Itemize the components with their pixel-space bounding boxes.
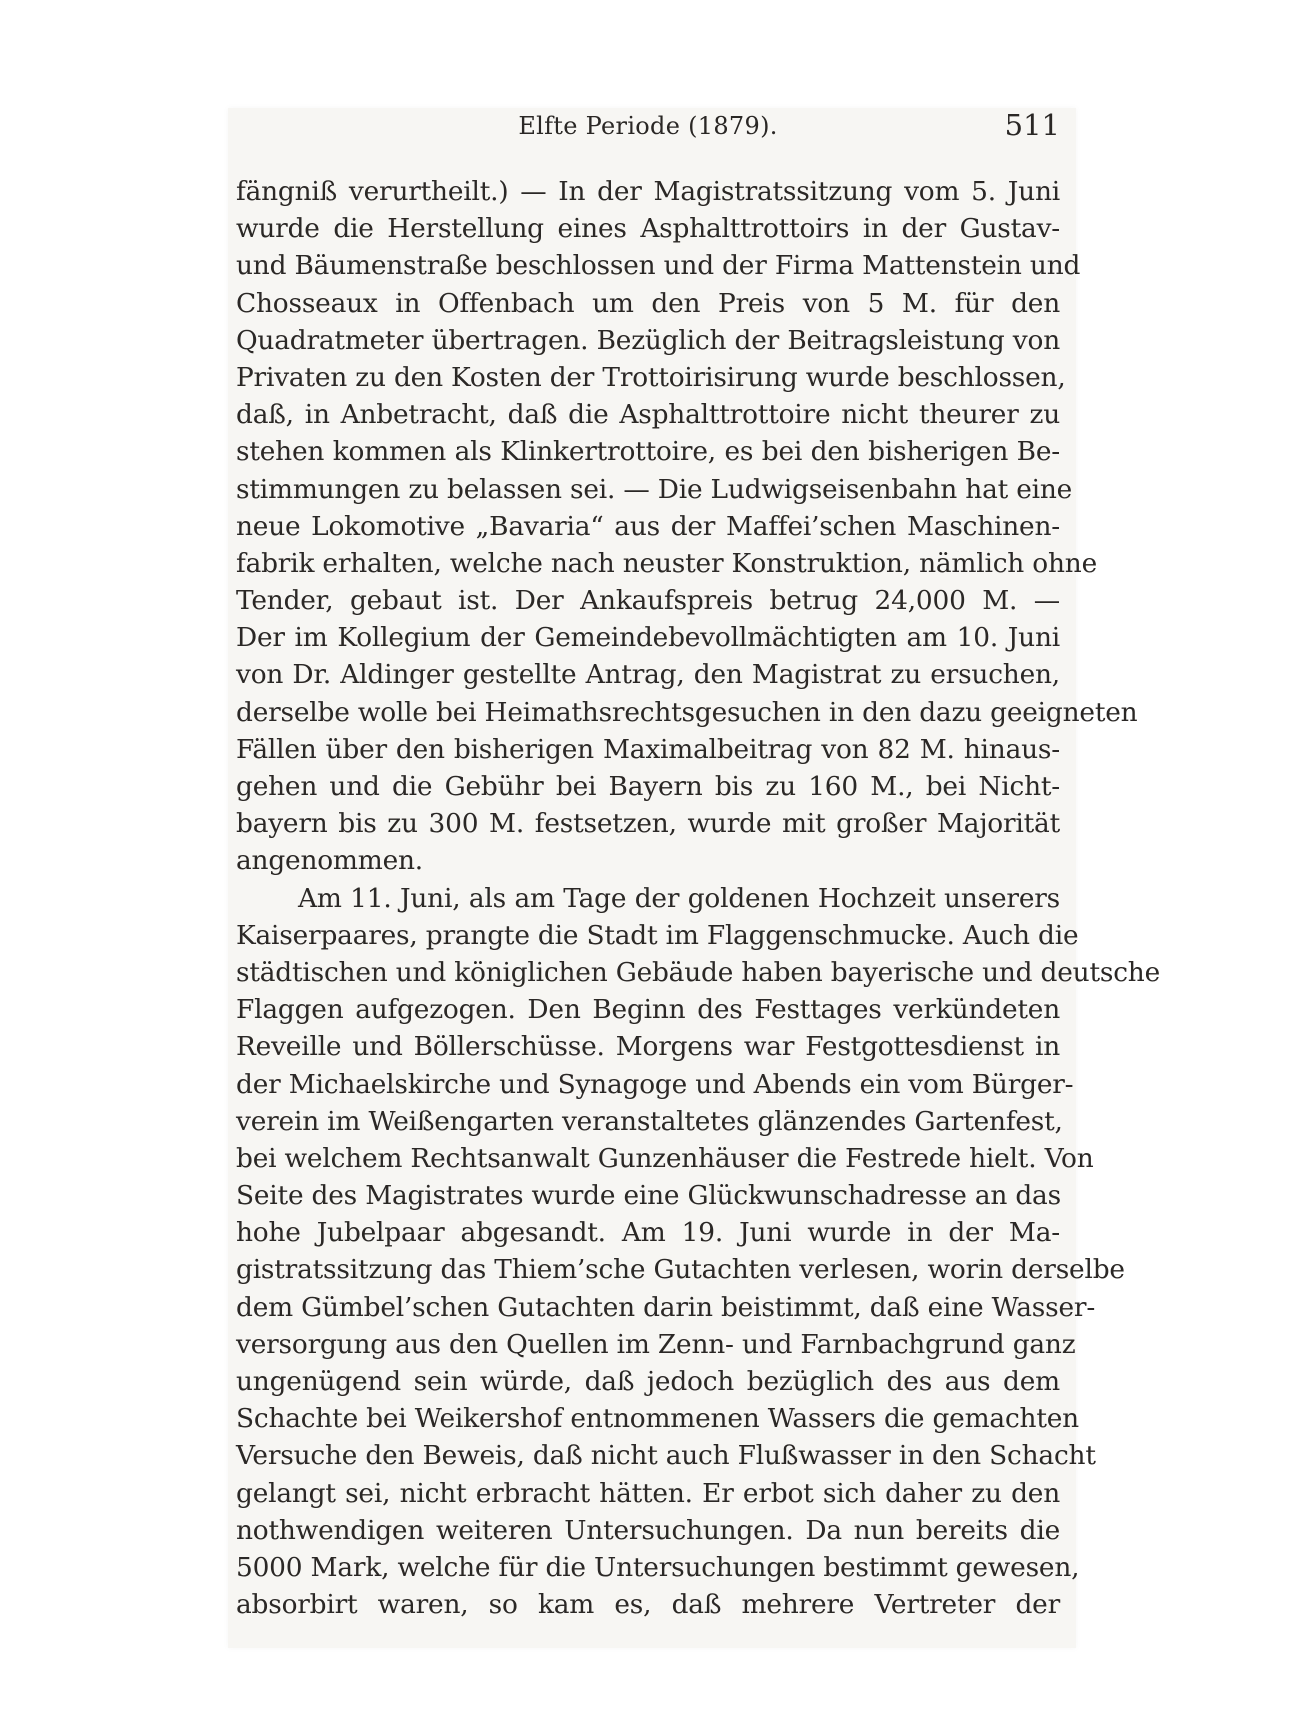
text-line: neue Lokomotive „Bavaria“ aus der Maffei’schen Maschinen- — [236, 510, 1060, 542]
text-line: Chosseaux in Offenbach um den Preis von 5 M. für den — [236, 287, 1060, 319]
text-line: fängniß verurtheilt.) — In der Magistratssitzung vom 5. Juni — [236, 176, 1060, 207]
text-line: Fällen über den bisherigen Maximalbeitrag von 82 M. hinaus- — [236, 733, 1060, 765]
text-line-paragraph-start: Am 11. Juni, als am Tage der goldenen Hochzeit unserers — [298, 882, 1060, 914]
text-line: nothwendigen weiteren Untersuchungen. Da nun bereits die — [236, 1514, 1060, 1546]
text-line: städtischen und königlichen Gebäude haben bayerische und deutsche — [236, 956, 1161, 988]
text-line: hohe Jubelpaar abgesandt. Am 19. Juni wurde in der Ma- — [236, 1217, 1060, 1249]
text-line: Flaggen aufgezogen. Den Beginn des Festtages verkündeten — [236, 994, 1060, 1026]
text-line: Quadratmeter übertragen. Bezüglich der Beitragsleistung von — [236, 324, 1060, 356]
text-line: Schachte bei Weikershof entnommenen Wassers die gemachten — [236, 1403, 1079, 1435]
text-line: stehen kommen als Klinkertrottoire, es bei den bisherigen Be- — [236, 436, 1060, 468]
text-line: Der im Kollegium der Gemeindebevollmächtigten am 10. Juni — [236, 622, 1060, 654]
text-line: gistratssitzung das Thiem’sche Gutachten verlesen, worin derselbe — [236, 1254, 1125, 1286]
text-line: gehen und die Gebühr bei Bayern bis zu 160 M., bei Nicht- — [236, 771, 1060, 802]
text-line: derselbe wolle bei Heimathsrechtsgesuchen in den dazu geeigneten — [236, 696, 1138, 728]
running-head — [236, 108, 1060, 160]
text-line: Versuche den Beweis, daß nicht auch Flußwasser in den Schacht — [236, 1440, 1096, 1472]
text-line: daß, in Anbetracht, daß die Asphalttrottoire nicht theurer zu — [236, 399, 1060, 431]
text-line: Kaiserpaares, prangte die Stadt im Flaggenschmucke. Auch die — [236, 919, 1079, 951]
text-line: Reveille und Böllerschüsse. Morgens war Festgottesdienst in — [236, 1031, 1060, 1063]
text-line: dem Gümbel’schen Gutachten darin beistimmt, daß eine Wasser- — [236, 1291, 1096, 1323]
text-line: 5000 Mark, welche für die Untersuchungen bestimmt gewesen, — [236, 1551, 1080, 1583]
text-line: bayern bis zu 300 M. festsetzen, wurde mit großer Majorität — [236, 808, 1060, 840]
text-line: bei welchem Rechtsanwalt Gunzenhäuser die Festrede hielt. Von — [236, 1142, 1094, 1174]
text-line: und Bäumenstraße beschlossen und der Firma Mattenstein und — [236, 250, 1081, 282]
text-line: von Dr. Aldinger gestellte Antrag, den Magistrat zu ersuchen, — [236, 659, 1060, 691]
text-line: gelangt sei, nicht erbracht hätten. Er erbot sich daher zu den — [236, 1477, 1060, 1509]
text-line: der Michaelskirche und Synagoge und Abends ein vom Bürger- — [236, 1068, 1074, 1100]
page-number: 511 — [1004, 108, 1060, 142]
text-line: ungenügend sein würde, daß jedoch bezüglich des aus dem — [236, 1366, 1060, 1397]
text-line: wurde die Herstellung eines Asphalttrottoirs in der Gustav- — [236, 213, 1060, 245]
text-line: absorbirt waren, so kam es, daß mehrere Vertreter der — [236, 1589, 1060, 1621]
running-head-title: Elfte Periode (1879). — [518, 112, 778, 140]
text-line: fabrik erhalten, welche nach neuster Konstruktion, nämlich ohne — [236, 547, 1097, 579]
text-line: Privaten zu den Kosten der Trottoirisirung wurde beschlossen, — [236, 361, 1066, 393]
text-line: verein im Weißengarten veranstaltetes glänzendes Gartenfest, — [236, 1105, 1063, 1137]
text-line: Tender, gebaut ist. Der Ankaufspreis betrug 24,000 M. — — [236, 585, 1060, 617]
text-line: stimmungen zu belassen sei. — Die Ludwigseisenbahn hat eine — [236, 473, 1073, 505]
text-line-paragraph-end: angenommen. — [236, 845, 423, 877]
text-line: versorgung aus den Quellen im Zenn- und Farnbachgrund ganz — [236, 1328, 1076, 1360]
body-text — [236, 173, 1161, 1623]
text-line: Seite des Magistrates wurde eine Glückwunschadresse an das — [236, 1180, 1061, 1212]
